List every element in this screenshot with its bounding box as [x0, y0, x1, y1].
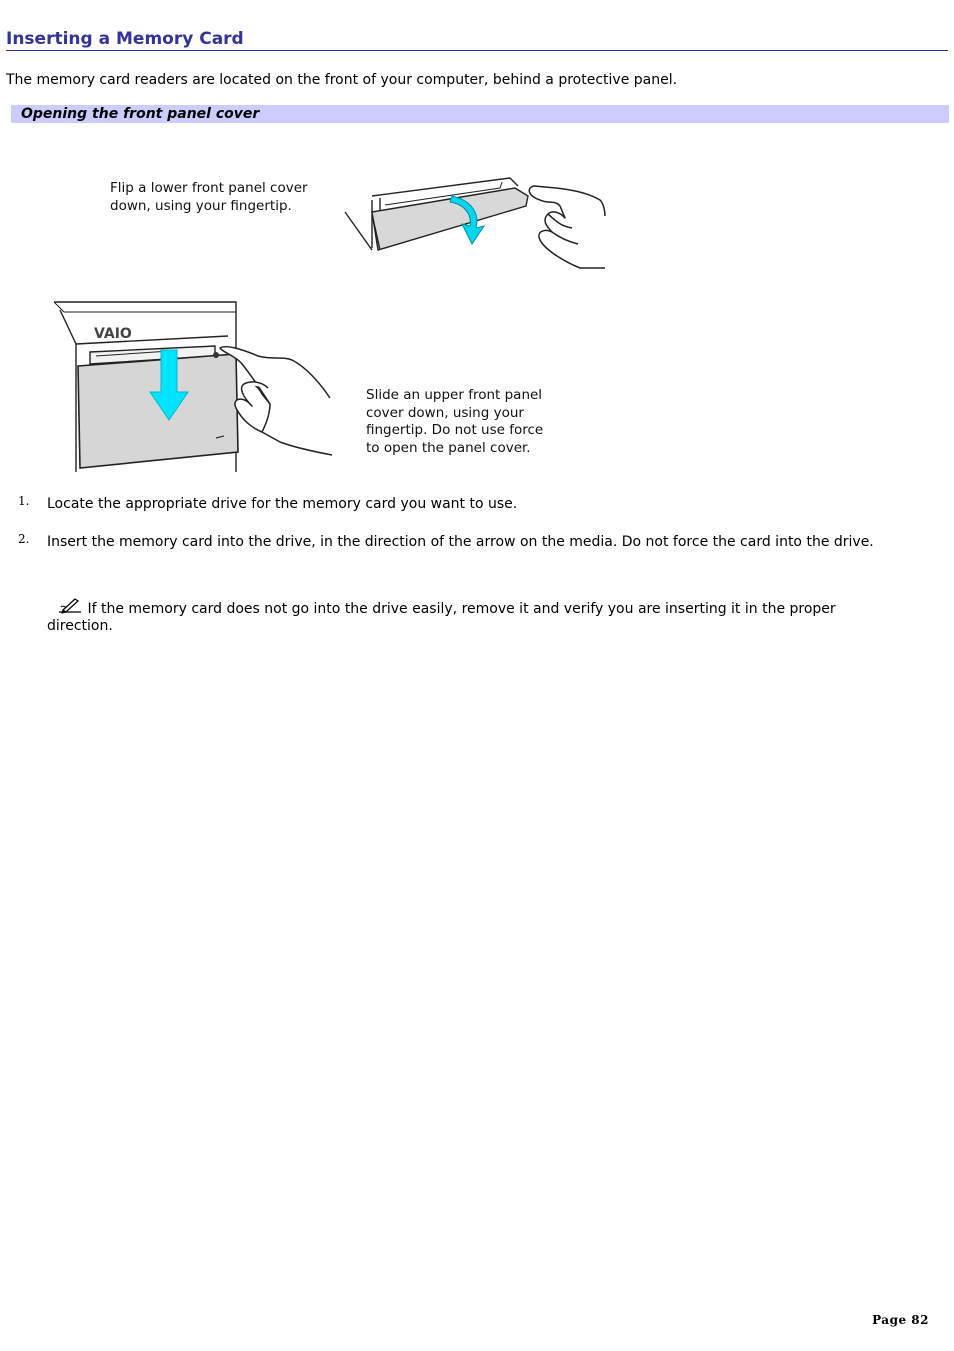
note-paragraph: [47, 597, 897, 635]
caption-upper-panel: [366, 387, 543, 457]
upper-panel-cover: [78, 354, 238, 468]
caption-line: fingertip. Do not use force: [366, 422, 544, 438]
caption-line: Flip a lower front panel cover: [110, 180, 308, 196]
page-title: Inserting a Memory Card: [6, 29, 948, 51]
step-text: Insert the memory card into the drive, in the direction of the arrow on the media. Do not force the card into the drive.: [47, 534, 874, 550]
step-text: Locate the appropriate drive for the memory card you want to use.: [47, 496, 518, 512]
lower-hand-drawing: [529, 186, 605, 268]
caption-line: cover down, using your: [366, 404, 524, 421]
intro-paragraph: The memory card readers are located on the front of your computer, behind a protective panel.: [6, 72, 678, 88]
step-number: 1.: [18, 494, 30, 508]
note-text: If the memory card does not go into the drive easily, remove it and verify you are inserting it in the proper direction.: [47, 601, 836, 634]
pen-note-icon: [57, 597, 83, 615]
lower-panel-drawing: [345, 178, 528, 250]
caption-line: to open the panel cover.: [366, 439, 531, 456]
vaio-logo-icon: VAIO: [94, 326, 132, 342]
page-number: Page 82: [872, 1313, 929, 1327]
caption-lower-panel: [110, 180, 308, 215]
section-header-bar: [11, 105, 949, 123]
section-title: Opening the front panel cover: [21, 106, 260, 122]
caption-line: Slide an upper front panel: [366, 387, 543, 403]
step-number: 2.: [18, 532, 30, 546]
caption-line: down, using your fingertip.: [110, 197, 292, 214]
